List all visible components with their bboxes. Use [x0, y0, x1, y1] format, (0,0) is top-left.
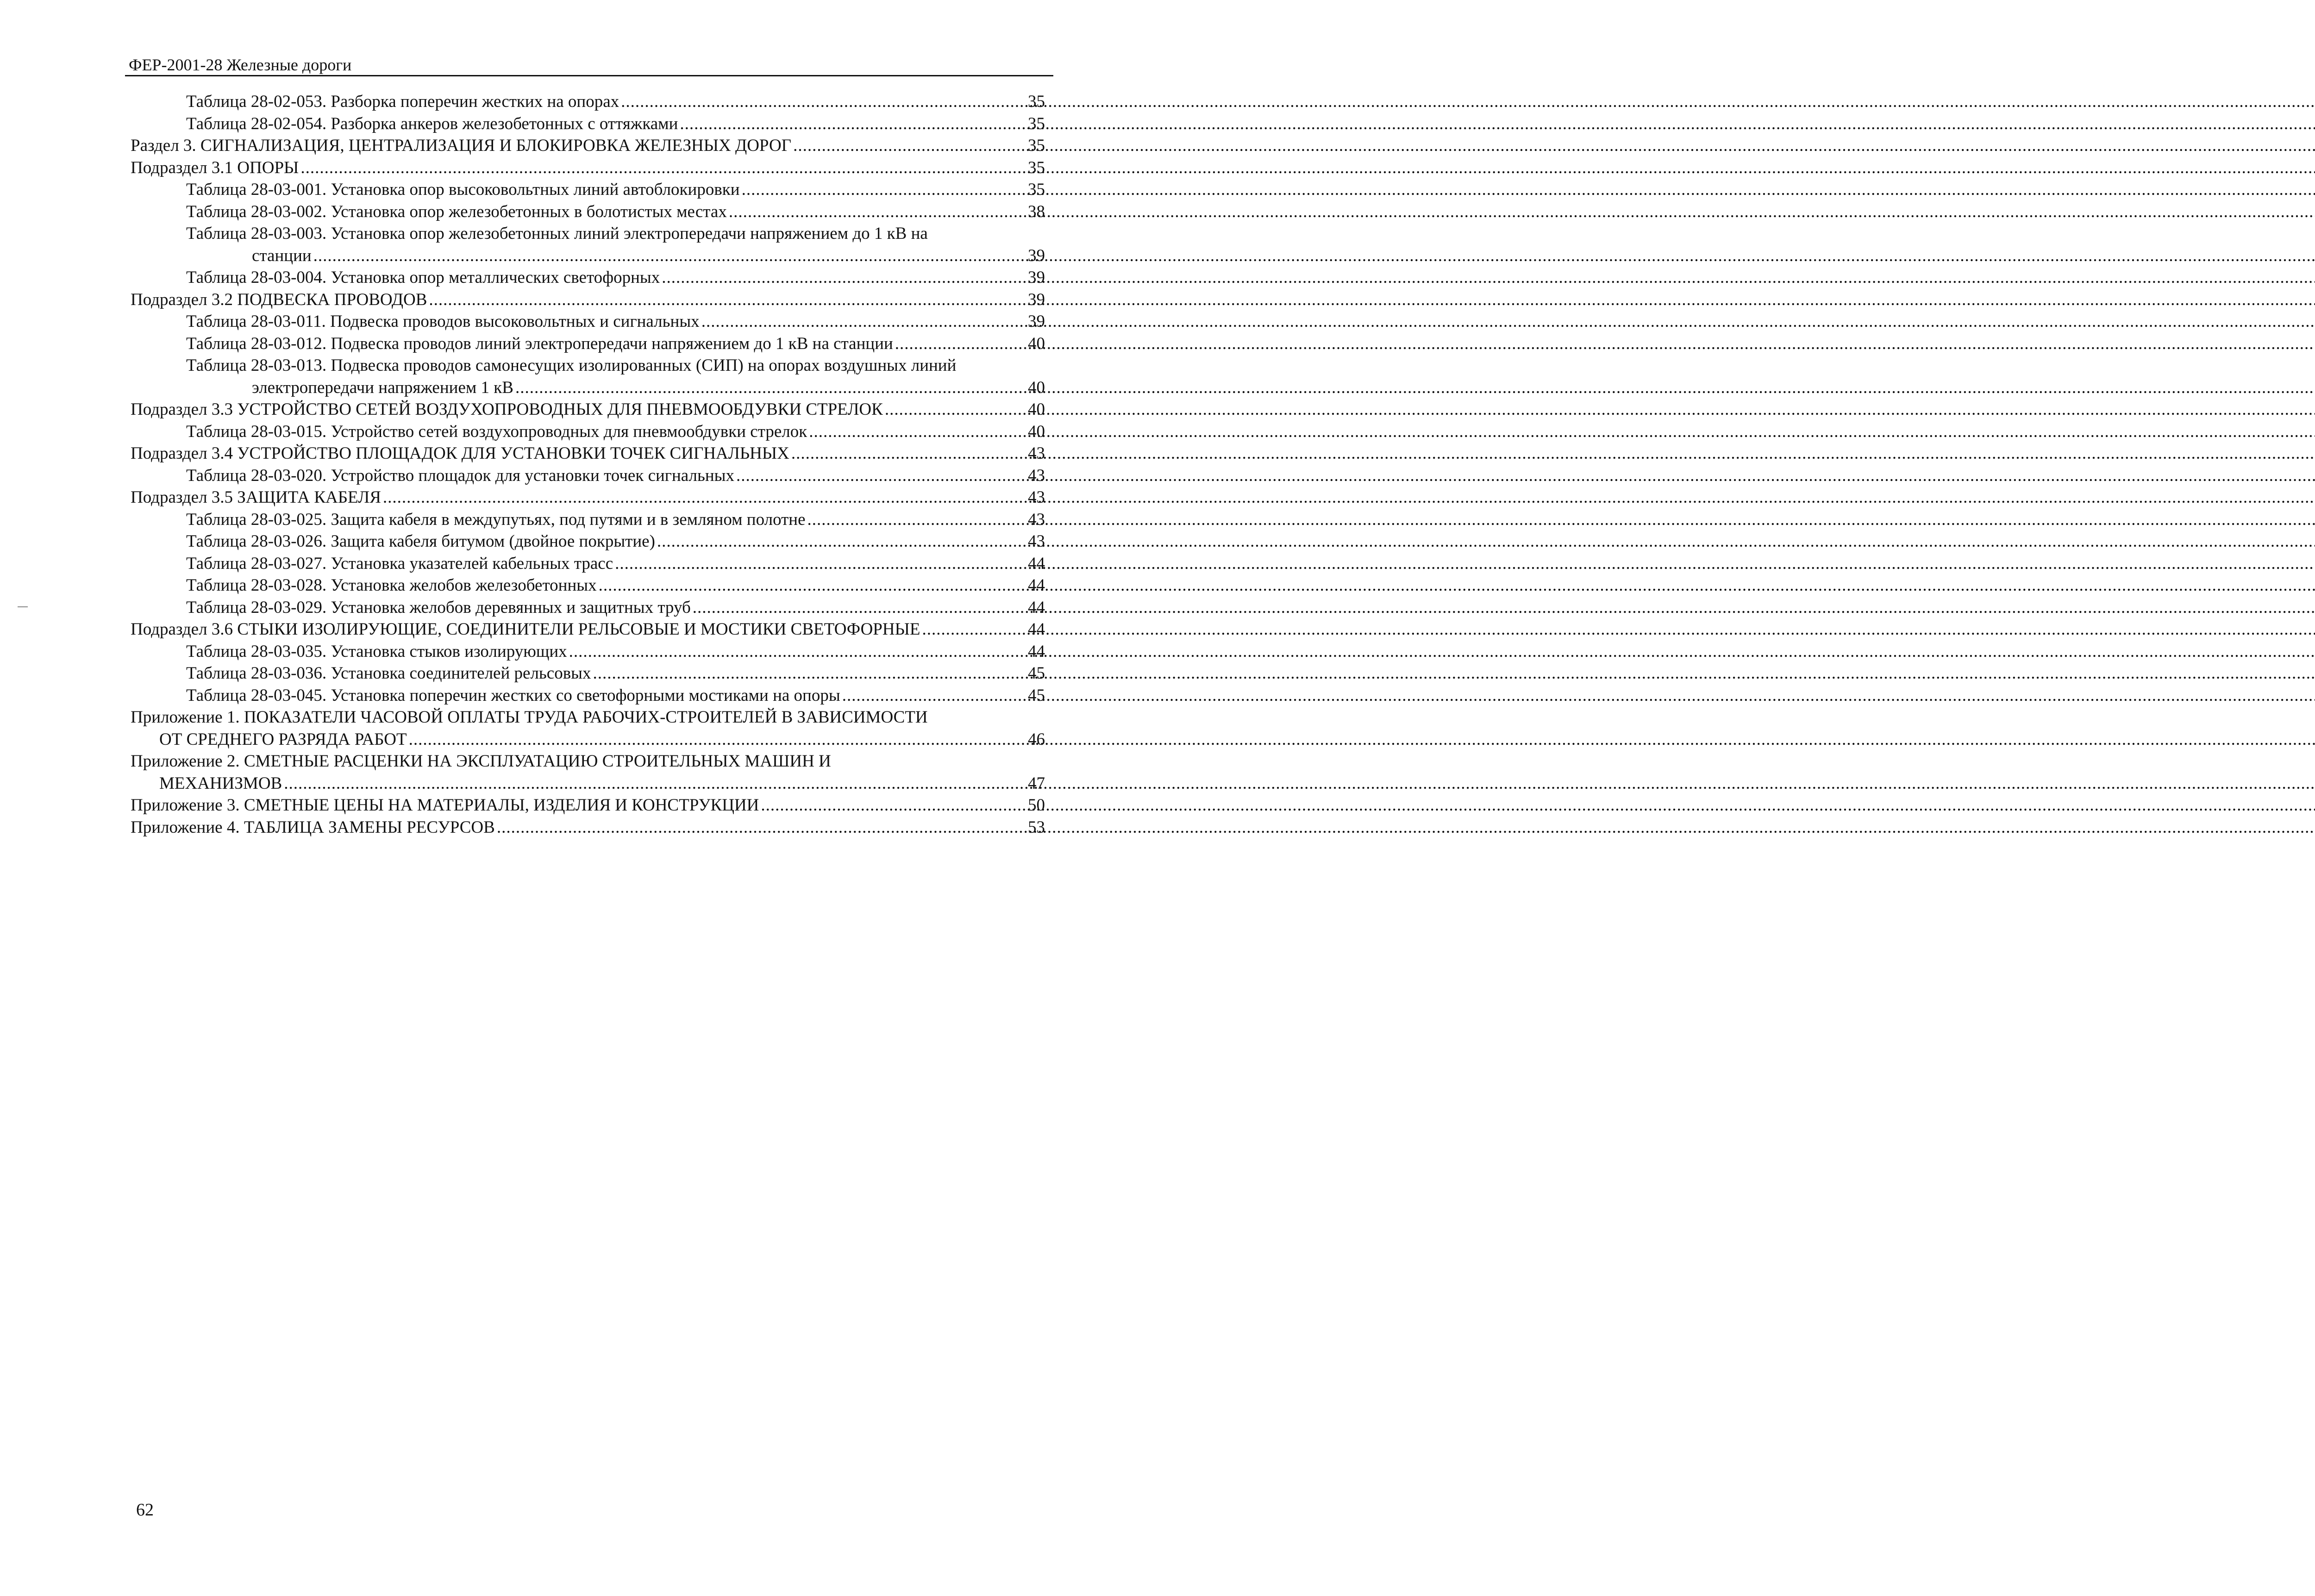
- toc-entry-label: Таблица 28-03-025. Защита кабеля в междупутьях, под путями и в земляном полотне: [186, 510, 806, 529]
- toc-entry[interactable]: [131, 706, 1045, 750]
- toc-entry-page: 40: [1028, 400, 1045, 419]
- dot-leader: [515, 377, 1026, 399]
- dot-leader: [742, 179, 1026, 201]
- toc-entry-page: 38: [1028, 202, 1045, 221]
- toc-entry-page: 45: [1028, 664, 1045, 683]
- toc-entry-label-continuation: станции: [252, 246, 312, 265]
- toc-entry-page: 35: [1028, 158, 1045, 177]
- toc-entry-label: Таблица 28-02-053. Разборка поперечин жестких на опорах: [186, 92, 619, 111]
- toc-entry-page: 44: [1028, 642, 1045, 661]
- dot-leader: [662, 267, 1026, 289]
- toc-entry-page: 44: [1028, 620, 1045, 639]
- dot-leader: [922, 618, 1026, 641]
- toc-entry[interactable]: [131, 289, 1045, 311]
- toc-entry-page: 44: [1028, 576, 1045, 595]
- toc-entry-page: 46: [1028, 729, 1045, 749]
- page-header: [125, 52, 1053, 76]
- toc-entry-page: 43: [1028, 532, 1045, 551]
- toc-entry-label: Таблица 28-03-004. Установка опор металлических светофорных: [186, 268, 660, 287]
- toc-entry[interactable]: [186, 311, 1045, 333]
- toc-entry-label: Таблица 28-03-013. Подвеска проводов самонесущих изолированных (СИП) на опорах воздушных линий: [186, 356, 957, 375]
- toc-entry[interactable]: [186, 223, 1045, 267]
- toc-entry[interactable]: [186, 333, 1045, 355]
- toc-entry-label: Подраздел 3.3 УСТРОЙСТВО СЕТЕЙ ВОЗДУХОПРОВОДНЫХ ДЛЯ ПНЕВМООБДУВКИ СТРЕЛОК: [131, 400, 883, 419]
- dot-leader: [809, 421, 1026, 443]
- toc-entry-page: 35: [1028, 136, 1045, 155]
- toc-entry[interactable]: [186, 421, 1045, 443]
- toc-entry-label: Таблица 28-03-001. Установка опор высоковольтных линий автоблокировки: [186, 180, 740, 199]
- toc-entry[interactable]: [131, 817, 1045, 839]
- dot-leader: [793, 135, 1026, 157]
- toc-entry[interactable]: [186, 179, 1045, 201]
- toc-entry[interactable]: [186, 685, 1045, 707]
- toc-entry-page: 43: [1028, 466, 1045, 485]
- dot-leader: [885, 399, 1026, 421]
- toc-entry[interactable]: [131, 750, 1045, 794]
- toc-entry-label: Таблица 28-03-011. Подвеска проводов высоковольтных и сигнальных: [186, 312, 700, 331]
- toc-entry[interactable]: [131, 794, 1045, 817]
- dot-leader: [383, 486, 1026, 509]
- dot-leader: [569, 641, 1026, 663]
- toc-entry-page: 35: [1028, 92, 1045, 111]
- toc-entry-label: Таблица 28-02-054. Разборка анкеров железобетонных с оттяжками: [186, 114, 678, 133]
- scan-artifact: [18, 606, 28, 607]
- toc-entry-label: Таблица 28-03-029. Установка желобов деревянных и защитных труб: [186, 598, 691, 617]
- dot-leader: [657, 530, 1026, 553]
- dot-leader: [621, 91, 1026, 113]
- toc-entry[interactable]: [131, 399, 1045, 421]
- dot-leader: [791, 443, 1026, 465]
- toc-entry-page: 40: [1028, 422, 1045, 441]
- toc-entry-label: Таблица 28-03-003. Установка опор железобетонных линий электропередачи напряжением до 1 кВ на: [186, 224, 928, 243]
- toc-entry[interactable]: [186, 465, 1045, 487]
- toc-entry[interactable]: [186, 597, 1045, 619]
- toc-entry[interactable]: [186, 530, 1045, 553]
- toc-entry-page: 43: [1028, 510, 1045, 529]
- toc-entry-page: 44: [1028, 554, 1045, 573]
- dot-leader: [680, 113, 1026, 135]
- toc-entry[interactable]: [186, 574, 1045, 597]
- dot-leader: [593, 662, 1026, 685]
- dot-leader: [497, 817, 1026, 839]
- toc-entry[interactable]: [186, 662, 1045, 685]
- toc-entry[interactable]: [186, 201, 1045, 223]
- document-title: ФЕР-2001-28 Железные дороги: [129, 56, 352, 74]
- dot-leader: [842, 685, 1026, 707]
- toc-entry[interactable]: [131, 157, 1045, 179]
- toc-entry-label: Таблица 28-03-027. Установка указателей кабельных трасс: [186, 554, 613, 573]
- dot-leader: [409, 729, 1026, 751]
- toc-entry-page: 43: [1028, 444, 1045, 463]
- dot-leader: [429, 289, 1026, 311]
- toc-entry-page: 39: [1028, 290, 1045, 309]
- toc-entry-label: Таблица 28-03-026. Защита кабеля битумом (двойное покрытие): [186, 532, 655, 551]
- toc-entry-page: 35: [1028, 114, 1045, 133]
- toc-entry-label: Таблица 28-03-045. Установка поперечин жестких со светофорными мостиками на опоры: [186, 686, 840, 705]
- toc-entry-label-continuation: ОТ СРЕДНЕГО РАЗРЯДА РАБОТ: [159, 729, 407, 749]
- toc-entry[interactable]: [186, 267, 1045, 289]
- toc-entry-label: Таблица 28-03-036. Установка соединителей рельсовых: [186, 664, 591, 683]
- toc-entry-label: Таблица 28-03-015. Устройство сетей воздухопроводных для пневмообдувки стрелок: [186, 422, 807, 441]
- toc-entry-label: Приложение 1. ПОКАЗАТЕЛИ ЧАСОВОЙ ОПЛАТЫ ТРУДА РАБОЧИХ-СТРОИТЕЛЕЙ В ЗАВИСИМОСТИ: [131, 708, 928, 727]
- dot-leader: [807, 509, 1026, 531]
- toc-entry-page: 39: [1028, 246, 1045, 265]
- toc-entry[interactable]: [131, 135, 1045, 157]
- toc-entry-page: 35: [1028, 180, 1045, 199]
- toc-entry[interactable]: [186, 553, 1045, 575]
- toc-entry-label: Приложение 3. СМЕТНЫЕ ЦЕНЫ НА МАТЕРИАЛЫ, ИЗДЕЛИЯ И КОНСТРУКЦИИ: [131, 796, 759, 815]
- toc-entry-label: Подраздел 3.5 ЗАЩИТА КАБЕЛЯ: [131, 488, 381, 507]
- dot-leader: [313, 245, 1026, 267]
- dot-leader: [300, 157, 1026, 179]
- dot-leader: [693, 597, 1026, 619]
- toc-entry-label: Таблица 28-03-020. Устройство площадок для установки точек сигнальных: [186, 466, 735, 485]
- dot-leader: [895, 333, 1026, 355]
- toc-entry-label-continuation: электропередачи напряжением 1 кВ: [252, 378, 513, 397]
- toc-entry-label: Подраздел 3.4 УСТРОЙСТВО ПЛОЩАДОК ДЛЯ УСТАНОВКИ ТОЧЕК СИГНАЛЬНЫХ: [131, 444, 789, 463]
- toc-entry[interactable]: [131, 486, 1045, 509]
- dot-leader: [701, 311, 1026, 333]
- dot-leader: [736, 465, 1026, 487]
- toc-entry-page: 43: [1028, 488, 1045, 507]
- toc-entry-page: 47: [1028, 773, 1045, 793]
- toc-entry-page: 39: [1028, 312, 1045, 331]
- dot-leader: [599, 574, 1026, 597]
- toc-entry-label: Приложение 2. СМЕТНЫЕ РАСЦЕНКИ НА ЭКСПЛУАТАЦИЮ СТРОИТЕЛЬНЫХ МАШИН И: [131, 752, 831, 771]
- page-number: 62: [136, 1500, 154, 1520]
- toc-entry-label: Таблица 28-03-028. Установка желобов железобетонных: [186, 576, 597, 595]
- toc-entry-label: Приложение 4. ТАБЛИЦА ЗАМЕНЫ РЕСУРСОВ: [131, 817, 495, 837]
- toc-entry[interactable]: [186, 113, 1045, 135]
- table-of-contents: [131, 91, 1045, 838]
- toc-entry[interactable]: [186, 91, 1045, 113]
- dot-leader: [284, 773, 1026, 795]
- toc-entry-label: Таблица 28-03-002. Установка опор железобетонных в болотистых местах: [186, 202, 727, 221]
- toc-entry[interactable]: [186, 641, 1045, 663]
- toc-entry-page: 50: [1028, 796, 1045, 815]
- toc-entry-label: Раздел 3. СИГНАЛИЗАЦИЯ, ЦЕНТРАЛИЗАЦИЯ И БЛОКИРОВКА ЖЕЛЕЗНЫХ ДОРОГ: [131, 136, 792, 155]
- toc-entry-page: 40: [1028, 334, 1045, 353]
- toc-entry-label: Таблица 28-03-012. Подвеска проводов линий электропередачи напряжением до 1 кВ на станции: [186, 334, 893, 353]
- toc-entry-label: Подраздел 3.2 ПОДВЕСКА ПРОВОДОВ: [131, 290, 427, 309]
- toc-entry-page: 40: [1028, 378, 1045, 397]
- dot-leader: [615, 553, 1026, 575]
- toc-entry-label: Подраздел 3.1 ОПОРЫ: [131, 158, 299, 177]
- toc-entry[interactable]: [186, 509, 1045, 531]
- toc-entry[interactable]: [186, 355, 1045, 399]
- toc-entry[interactable]: [131, 618, 1045, 641]
- toc-entry-label: Таблица 28-03-035. Установка стыков изолирующих: [186, 642, 567, 661]
- toc-entry-page: 53: [1028, 817, 1045, 837]
- toc-entry-page: 44: [1028, 598, 1045, 617]
- toc-entry-page: 45: [1028, 686, 1045, 705]
- dot-leader: [729, 201, 1026, 223]
- dot-leader: [761, 794, 1026, 817]
- toc-entry-label: Подраздел 3.6 СТЫКИ ИЗОЛИРУЮЩИЕ, СОЕДИНИТЕЛИ РЕЛЬСОВЫЕ И МОСТИКИ СВЕТОФОРНЫЕ: [131, 620, 920, 639]
- toc-entry-page: 39: [1028, 268, 1045, 287]
- toc-entry-label-continuation: МЕХАНИЗМОВ: [159, 773, 282, 793]
- toc-entry[interactable]: [131, 443, 1045, 465]
